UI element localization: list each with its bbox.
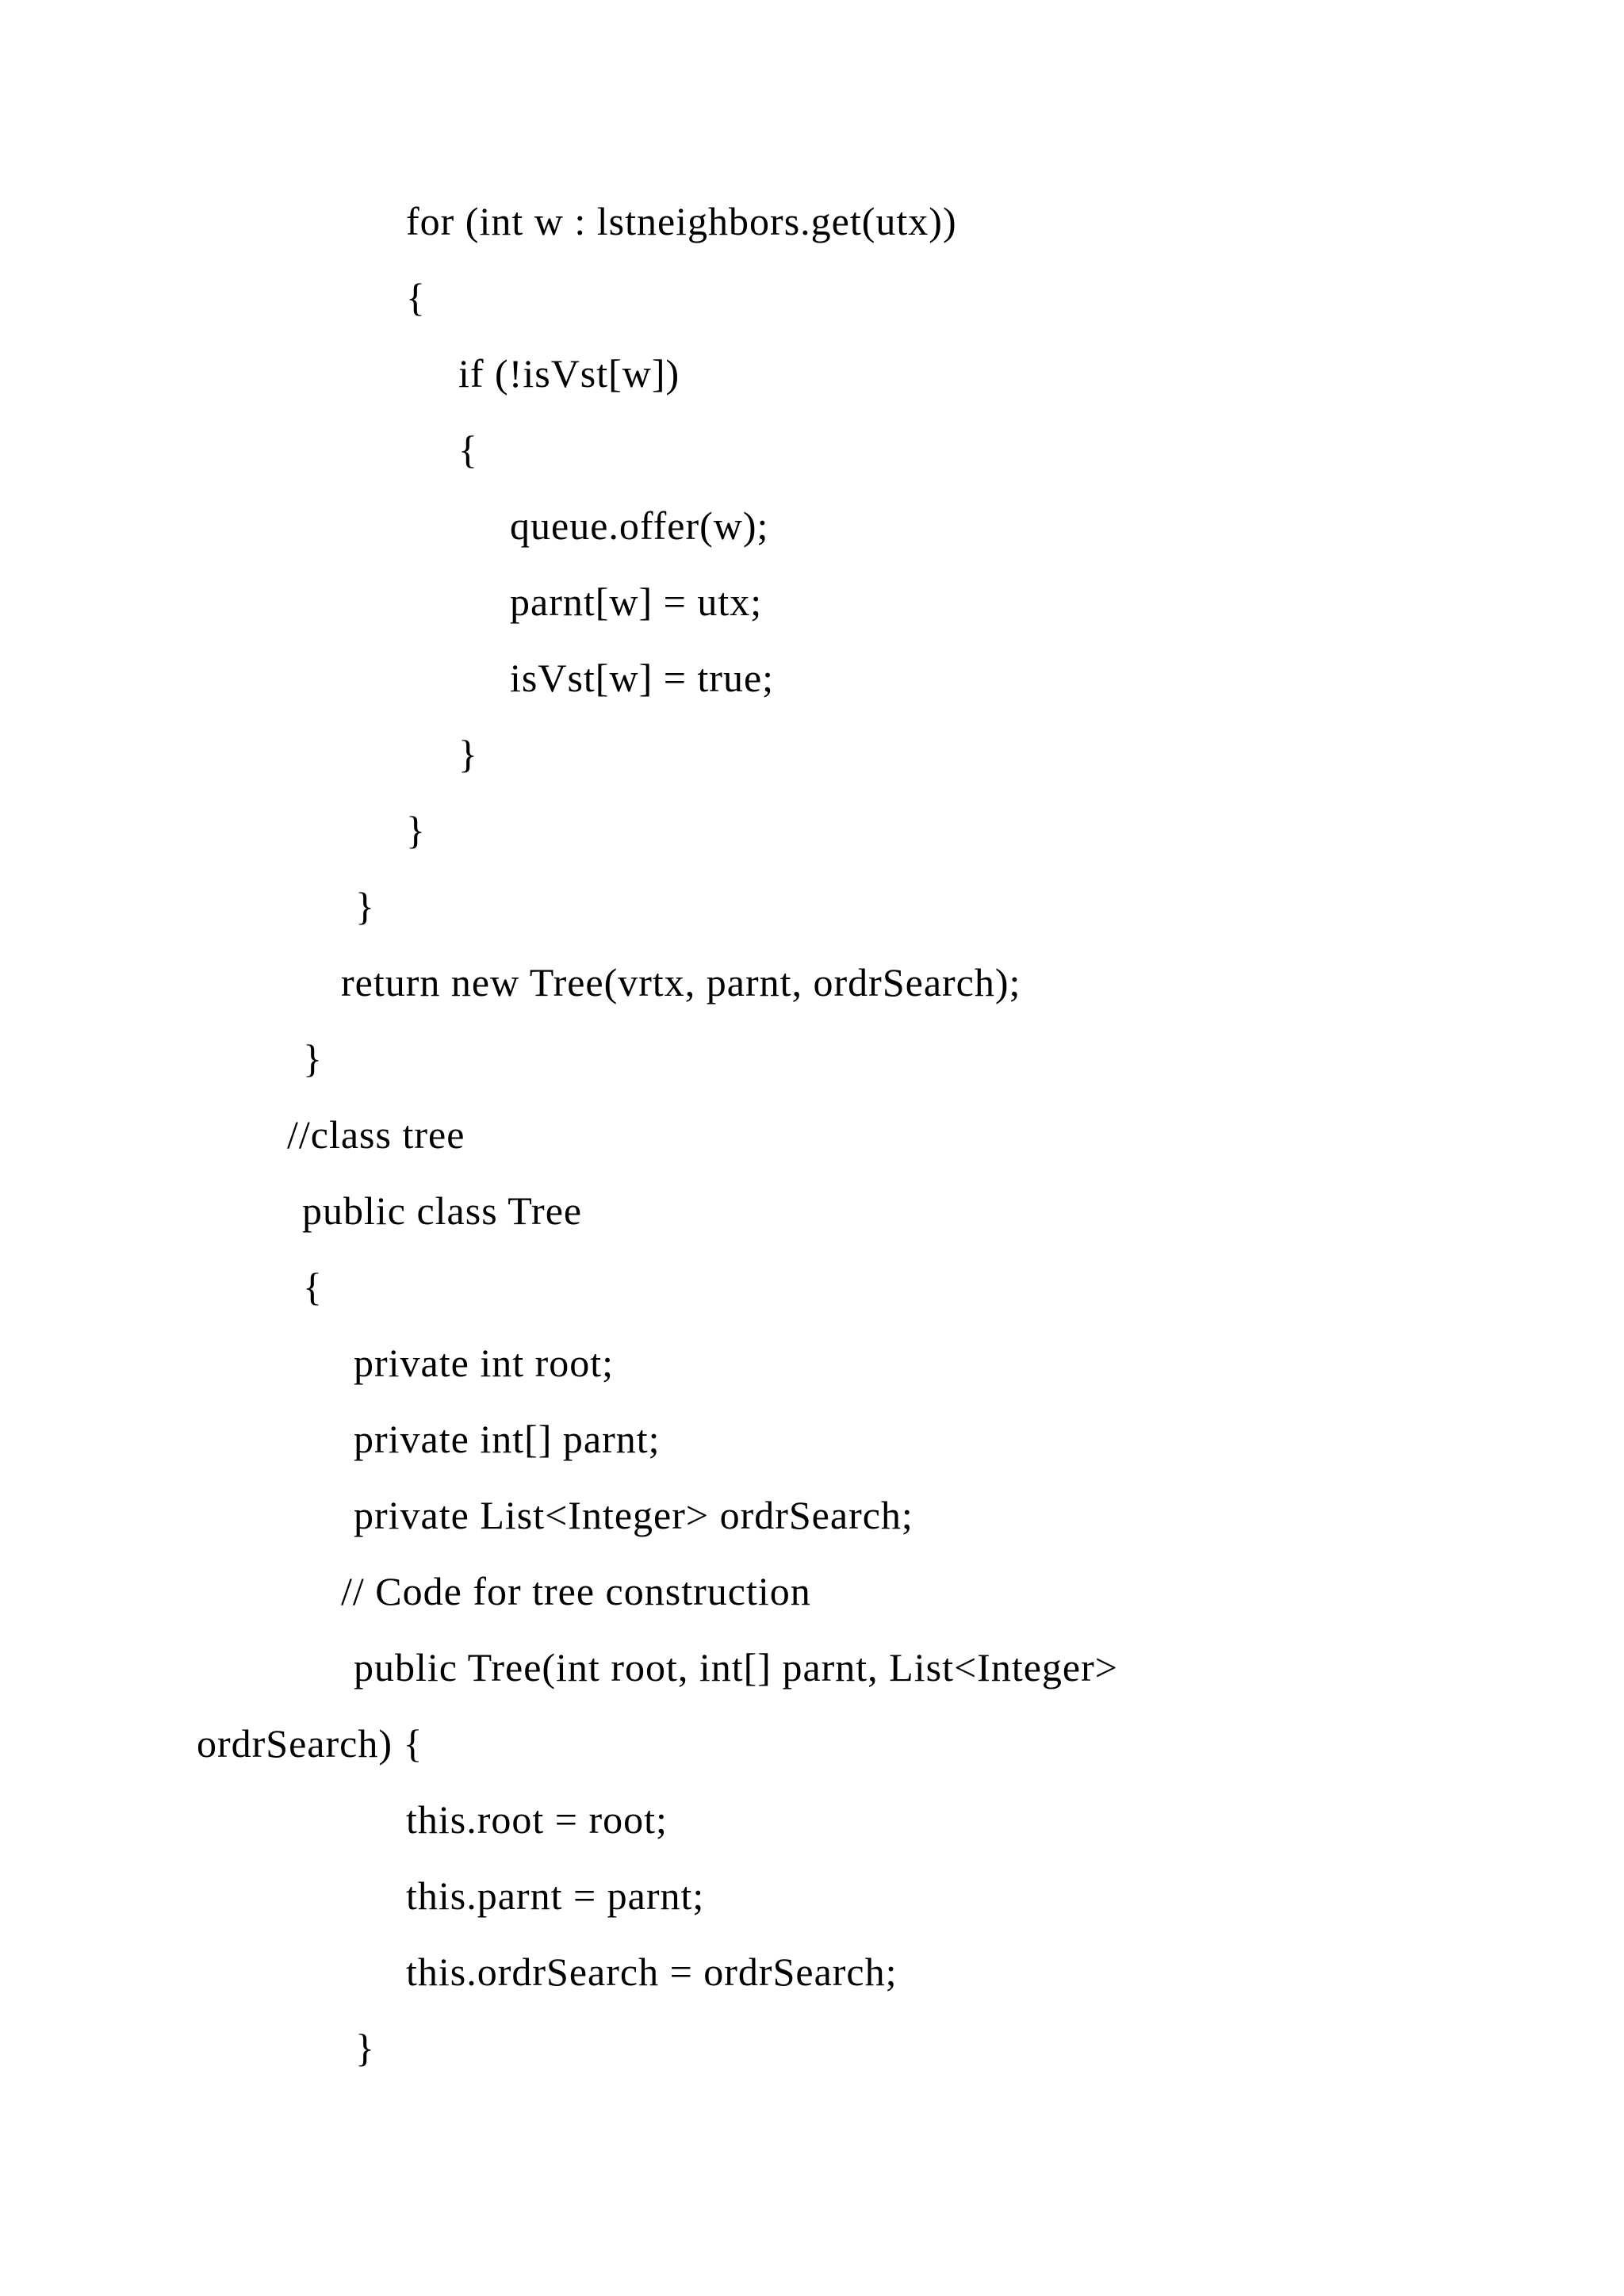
code-line: } [355,884,375,928]
code-line: { [458,427,478,472]
code-line: //class tree [287,1112,465,1157]
code-line: { [406,275,426,320]
code-line: { [303,1265,323,1309]
code-line: // Code for tree construction [341,1569,811,1613]
code-line: } [303,1036,323,1081]
code-line: public Tree(int root, int[] parnt, List<Integer> [354,1645,1118,1689]
code-line: this.root = root; [406,1797,668,1842]
code-line: public class Tree [302,1188,583,1233]
code-line: private int[] parnt; [354,1417,661,1461]
code-line: private List<Integer> ordrSearch; [354,1493,914,1537]
code-line: } [406,808,426,852]
code-line: this.parnt = parnt; [406,1873,705,1918]
code-line: ordrSearch) { [197,1721,423,1766]
code-line: return new Tree(vrtx, parnt, ordrSearch); [341,960,1021,1004]
code-line: } [355,2026,375,2070]
code-line: parnt[w] = utx; [510,580,763,624]
code-line: this.ordrSearch = ordrSearch; [406,1950,898,1994]
code-line: isVst[w] = true; [510,656,775,700]
code-line: private int root; [354,1341,615,1385]
code-line: queue.offer(w); [510,503,769,548]
code-line: if (!isVst[w]) [458,351,680,396]
code-line: for (int w : lstneighbors.get(utx)) [406,199,957,243]
code-line: } [458,732,478,776]
